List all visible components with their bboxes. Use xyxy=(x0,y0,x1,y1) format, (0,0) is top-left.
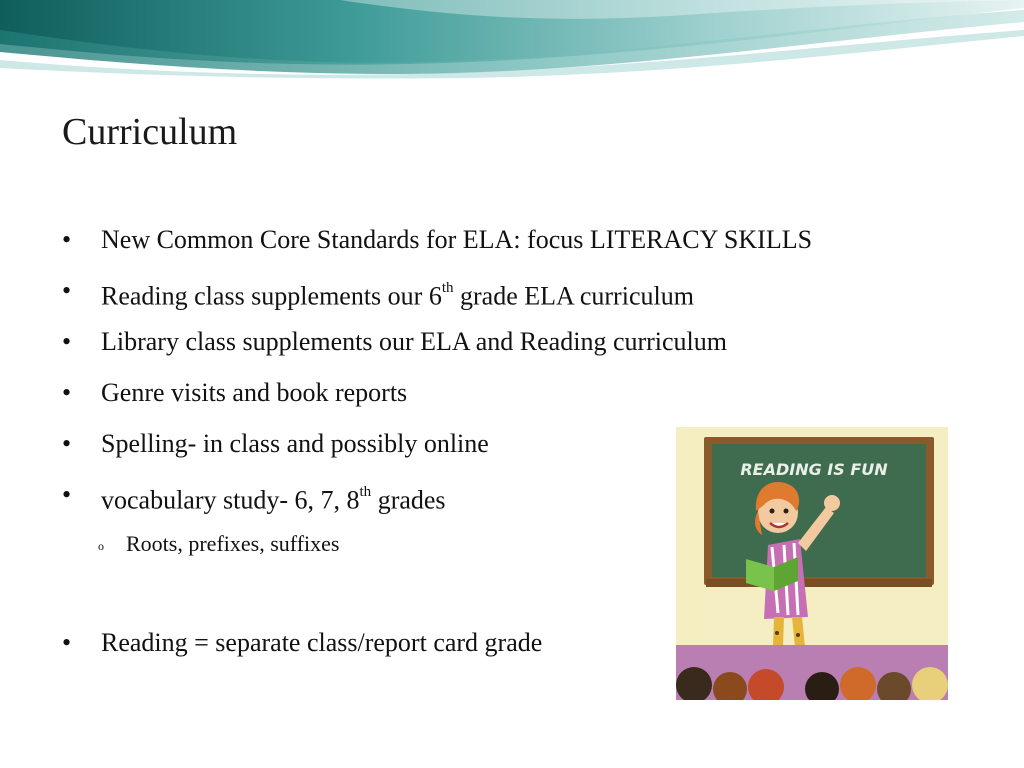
bullet-text: Spelling- in class and possibly online xyxy=(101,429,489,458)
slide-title: Curriculum xyxy=(62,111,238,153)
chalkboard-text: READING IS FUN xyxy=(740,460,888,479)
bullet-dot: • xyxy=(62,429,72,458)
sub-bullet-text: Roots, prefixes, suffixes xyxy=(126,531,340,556)
bullet-text: Reading class supplements our 6 xyxy=(101,281,442,311)
ordinal-suffix: th xyxy=(441,280,454,296)
bullet-text-continued: grades xyxy=(371,485,446,515)
reading-is-fun-illustration xyxy=(676,427,948,700)
sub-bullet-marker: o xyxy=(98,539,104,553)
bullet-text: Genre visits and book reports xyxy=(101,378,408,407)
bullet-dot: • xyxy=(62,480,72,509)
bullet-text: New Common Core Standards for ELA: focus LITERACY SKILLS xyxy=(101,225,813,254)
bullet-text: Reading = separate class/report card grade xyxy=(101,628,543,657)
teacher-chalkboard-icon xyxy=(676,427,948,700)
bullet-text: vocabulary study- 6, 7, 8 xyxy=(101,485,360,515)
decorative-wave-banner xyxy=(0,0,1024,80)
bullet-text-continued: grade ELA curriculum xyxy=(453,281,694,311)
bullet-dot: • xyxy=(62,628,72,657)
bullet-dot: • xyxy=(62,327,72,356)
bullet-dot: • xyxy=(62,276,72,305)
ordinal-suffix: th xyxy=(359,484,372,500)
bullet-dot: • xyxy=(62,378,72,407)
bullet-dot: • xyxy=(62,225,72,254)
bullet-text: Library class supplements our ELA and Reading curriculum xyxy=(101,327,728,356)
